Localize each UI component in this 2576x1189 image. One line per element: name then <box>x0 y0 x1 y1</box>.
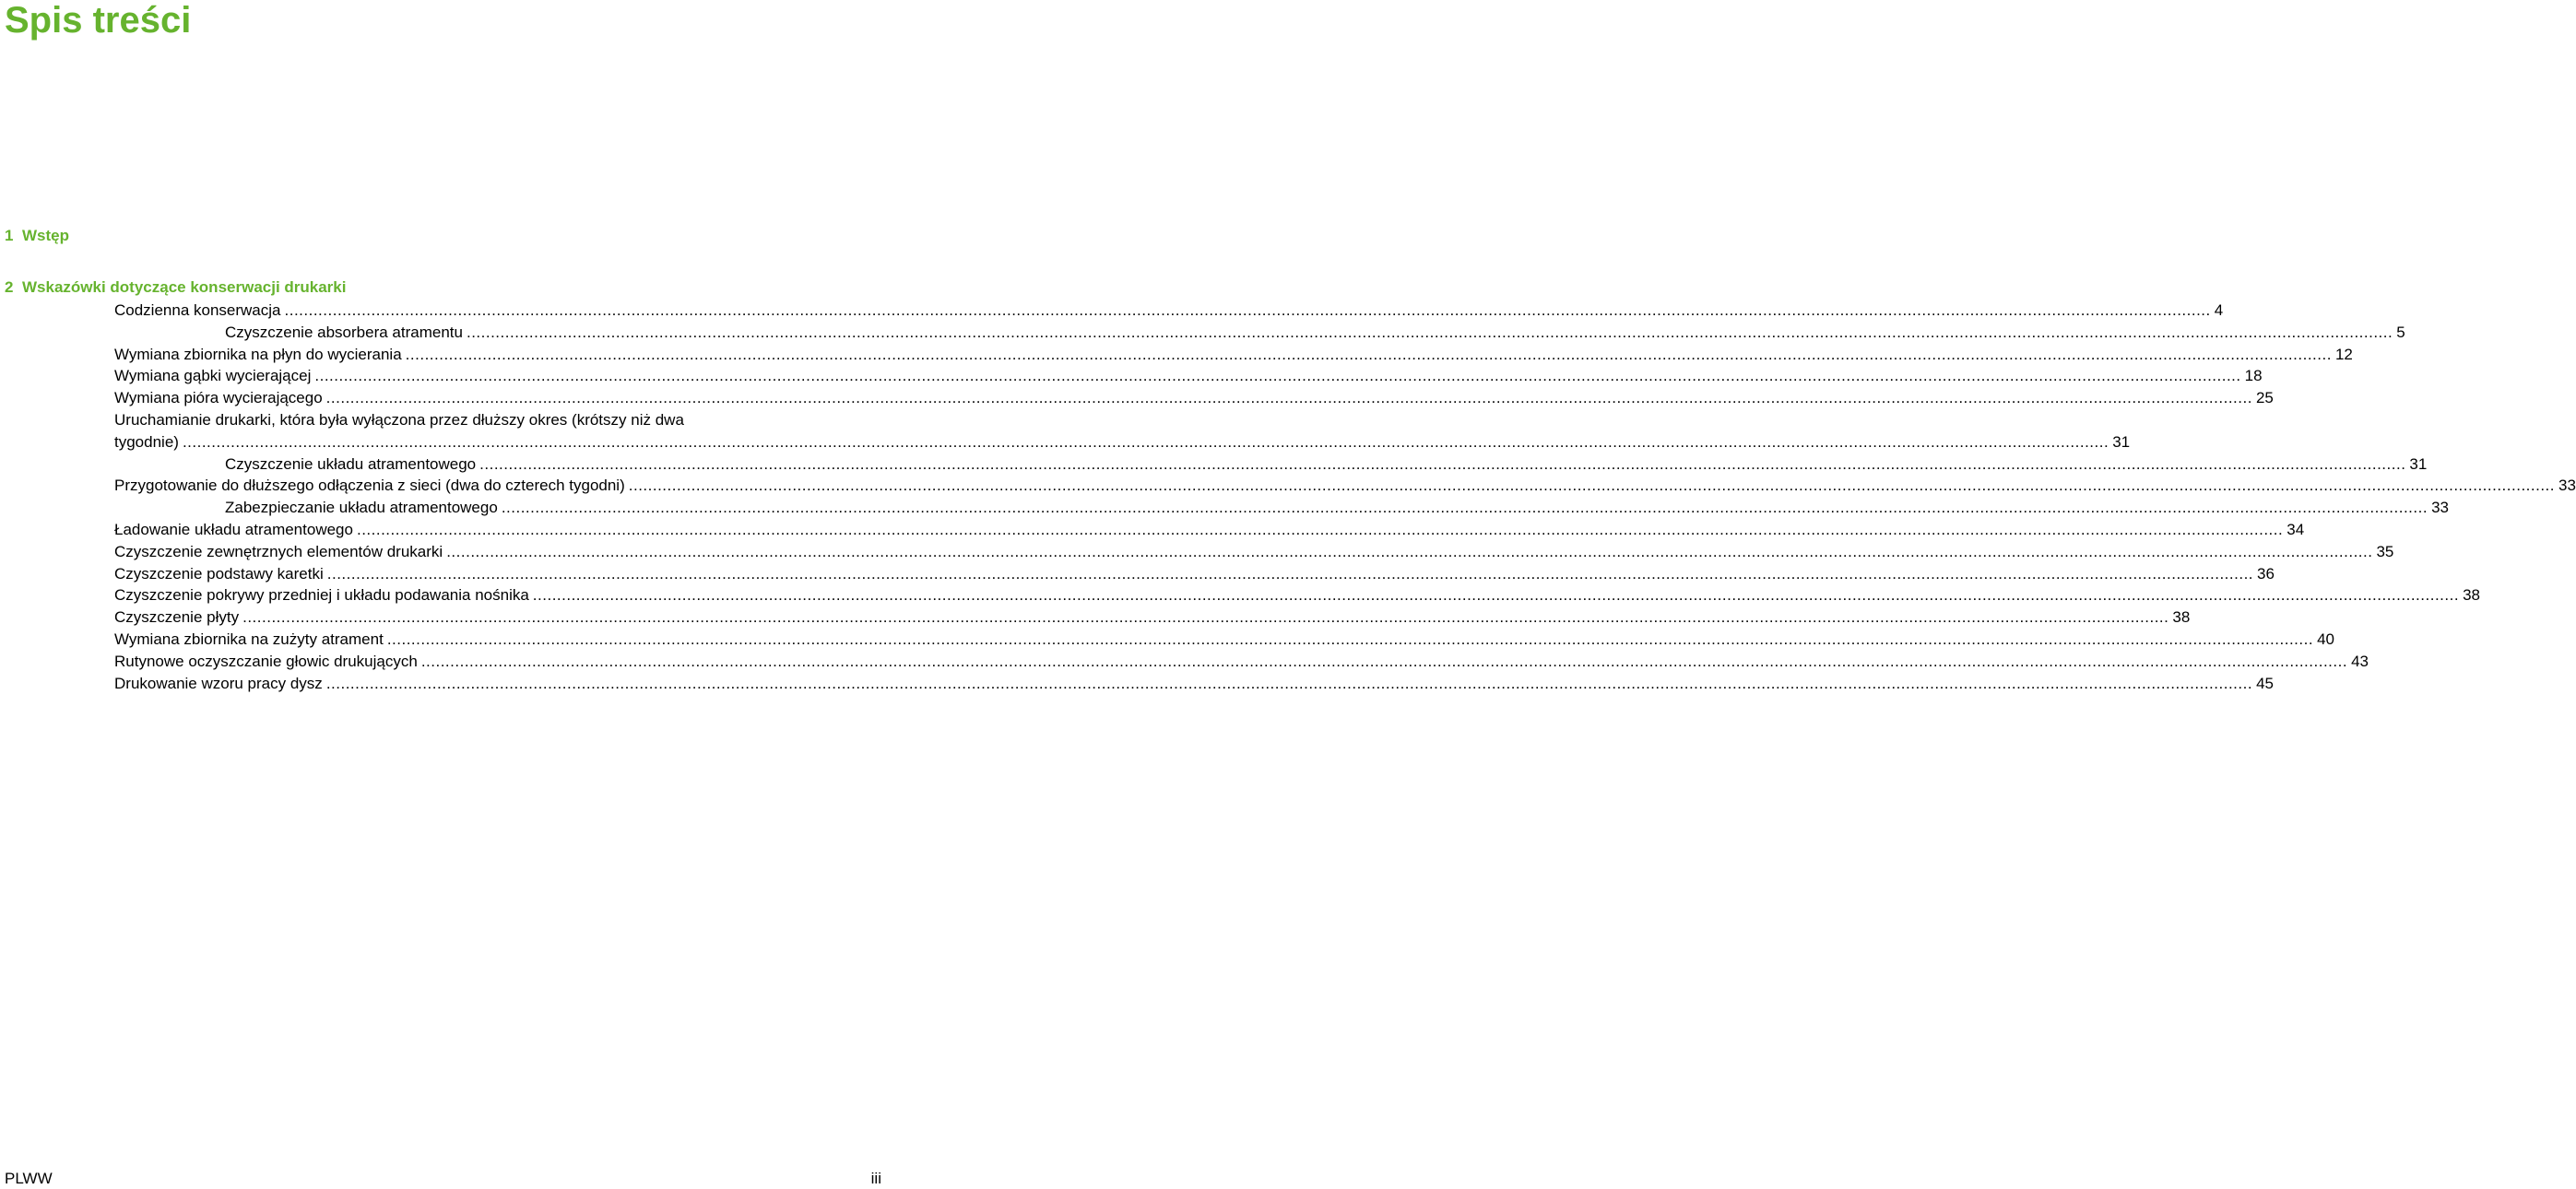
dot-leader: ................................................................................................................................................................................................................................................................................................................................................................................................................ <box>420 652 2348 670</box>
toc-entry-page: 18 <box>2241 365 2263 387</box>
chapter-heading[interactable] <box>5 226 69 246</box>
toc-entry[interactable] <box>114 563 2275 585</box>
dot-leader: ................................................................................................................................................................................................................................................................................................................................................................................................................ <box>628 477 2556 495</box>
toc-entry[interactable] <box>114 541 2394 563</box>
toc-entry[interactable] <box>114 453 2428 476</box>
toc-entry-page: 34 <box>2283 519 2304 541</box>
dot-leader: ................................................................................................................................................................................................................................................................................................................................................................................................................ <box>386 630 2314 648</box>
toc-entry-page: 5 <box>2393 322 2405 344</box>
dot-leader: ................................................................................................................................................................................................................................................................................................................................................................................................................ <box>326 564 2254 583</box>
toc-entry-title: Czyszczenie zewnętrznych elementów drukarki <box>114 541 446 563</box>
dot-leader: ................................................................................................................................................................................................................................................................................................................................................................................................................ <box>242 608 2169 627</box>
dot-leader: ................................................................................................................................................................................................................................................................................................................................................................................................................ <box>479 454 2406 473</box>
toc-entry[interactable] <box>114 606 2191 629</box>
toc-entry[interactable] <box>114 300 2224 322</box>
toc-entry[interactable] <box>114 365 2263 387</box>
toc-entry-title: Czyszczenie absorbera atramentu <box>225 322 467 344</box>
toc-entry-page: 40 <box>2313 629 2334 651</box>
toc-entry[interactable] <box>114 409 2131 453</box>
toc-entry[interactable] <box>114 322 2405 344</box>
toc-entry-page: 4 <box>2211 300 2223 322</box>
toc-entry-page: 35 <box>2372 541 2393 563</box>
dot-leader: ................................................................................................................................................................................................................................................................................................................................................................................................................ <box>446 542 2373 560</box>
dot-leader: ................................................................................................................................................................................................................................................................................................................................................................................................................ <box>466 323 2393 341</box>
toc-entry-title: Drukowanie wzoru pracy dysz <box>114 673 326 695</box>
toc-entry[interactable] <box>114 673 2274 695</box>
toc-entry-page: 33 <box>2428 497 2449 519</box>
dot-leader: ................................................................................................................................................................................................................................................................................................................................................................................................................ <box>532 586 2460 605</box>
toc-entry[interactable] <box>114 497 2449 519</box>
toc-entry-title: Wymiana gąbki wycierającej <box>114 365 314 387</box>
toc-entry-title: Czyszczenie podstawy karetki <box>114 563 327 585</box>
toc-entry-title: Codzienna konserwacja <box>114 300 285 322</box>
toc-entry-title: Czyszczenie układu atramentowego <box>225 453 479 476</box>
toc-entry-title: Rutynowe oczyszczanie głowic drukujących <box>114 651 421 673</box>
dot-leader: ................................................................................................................................................................................................................................................................................................................................................................................................................ <box>356 520 2284 538</box>
dot-leader: ................................................................................................................................................................................................................................................................................................................................................................................................................ <box>314 367 2241 385</box>
toc-entry-title: Wymiana pióra wycierającego <box>114 387 326 409</box>
toc-entry-title: Zabezpieczanie układu atramentowego <box>225 497 502 519</box>
page-title: Spis treści <box>5 0 192 41</box>
toc-entry-title: Czyszczenie pokrywy przedniej i układu podawania nośnika <box>114 584 533 606</box>
toc-entry-title: Ładowanie układu atramentowego <box>114 519 357 541</box>
toc-entry-title: Przygotowanie do dłuższego odłączenia z sieci (dwa do czterech tygodni) <box>114 475 629 497</box>
toc-entry-page: 38 <box>2459 584 2480 606</box>
dot-leader: ................................................................................................................................................................................................................................................................................................................................................................................................................ <box>501 499 2428 517</box>
dot-leader: ................................................................................................................................................................................................................................................................................................................................................................................................................ <box>405 345 2332 363</box>
chapter-number: 1 <box>5 227 14 244</box>
toc-entry-page: 12 <box>2332 344 2353 366</box>
toc-entry[interactable] <box>114 344 2353 366</box>
chapter-heading[interactable] <box>5 277 346 298</box>
chapter-title: Wskazówki dotyczące konserwacji drukarki <box>22 278 347 296</box>
toc-entry[interactable] <box>114 584 2480 606</box>
toc-entry-page: 25 <box>2252 387 2274 409</box>
dot-leader: ................................................................................................................................................................................................................................................................................................................................................................................................................ <box>325 674 2253 692</box>
toc-entries <box>114 300 2576 694</box>
footer-page-number: iii <box>870 1170 881 1187</box>
toc-entry-page: 33 <box>2555 475 2576 497</box>
dot-leader: ................................................................................................................................................................................................................................................................................................................................................................................................................ <box>182 432 2109 451</box>
toc-entry[interactable] <box>114 629 2334 651</box>
chapter-number: 2 <box>5 278 14 296</box>
dot-leader: ................................................................................................................................................................................................................................................................................................................................................................................................................ <box>284 301 2211 319</box>
toc-entry[interactable] <box>114 387 2274 409</box>
dot-leader: ................................................................................................................................................................................................................................................................................................................................................................................................................ <box>325 389 2252 407</box>
footer-document-code: PLWW <box>5 1170 53 1187</box>
toc-entry-title: tygodnie) <box>114 431 183 453</box>
chapter-title: Wstęp <box>22 227 69 244</box>
toc-entry-title: Wymiana zbiornika na zużyty atrament <box>114 629 387 651</box>
toc-entry-title-line1: Uruchamianie drukarki, która była wyłączona przez dłuższy okres (krótszy niż dwa <box>114 410 684 429</box>
toc-entry-page: 31 <box>2109 431 2130 453</box>
toc-entry-title: Wymiana zbiornika na płyn do wycierania <box>114 344 406 366</box>
toc-entry-page: 38 <box>2168 606 2190 629</box>
toc-entry-page: 36 <box>2253 563 2275 585</box>
toc-entry[interactable] <box>114 475 2576 497</box>
toc-entry-title: Czyszczenie płyty <box>114 606 242 629</box>
toc-entry[interactable] <box>114 651 2369 673</box>
toc-entry-page: 45 <box>2252 673 2274 695</box>
toc-entry-page: 31 <box>2405 453 2427 476</box>
toc-entry[interactable] <box>114 519 2305 541</box>
toc-entry-page: 43 <box>2347 651 2369 673</box>
